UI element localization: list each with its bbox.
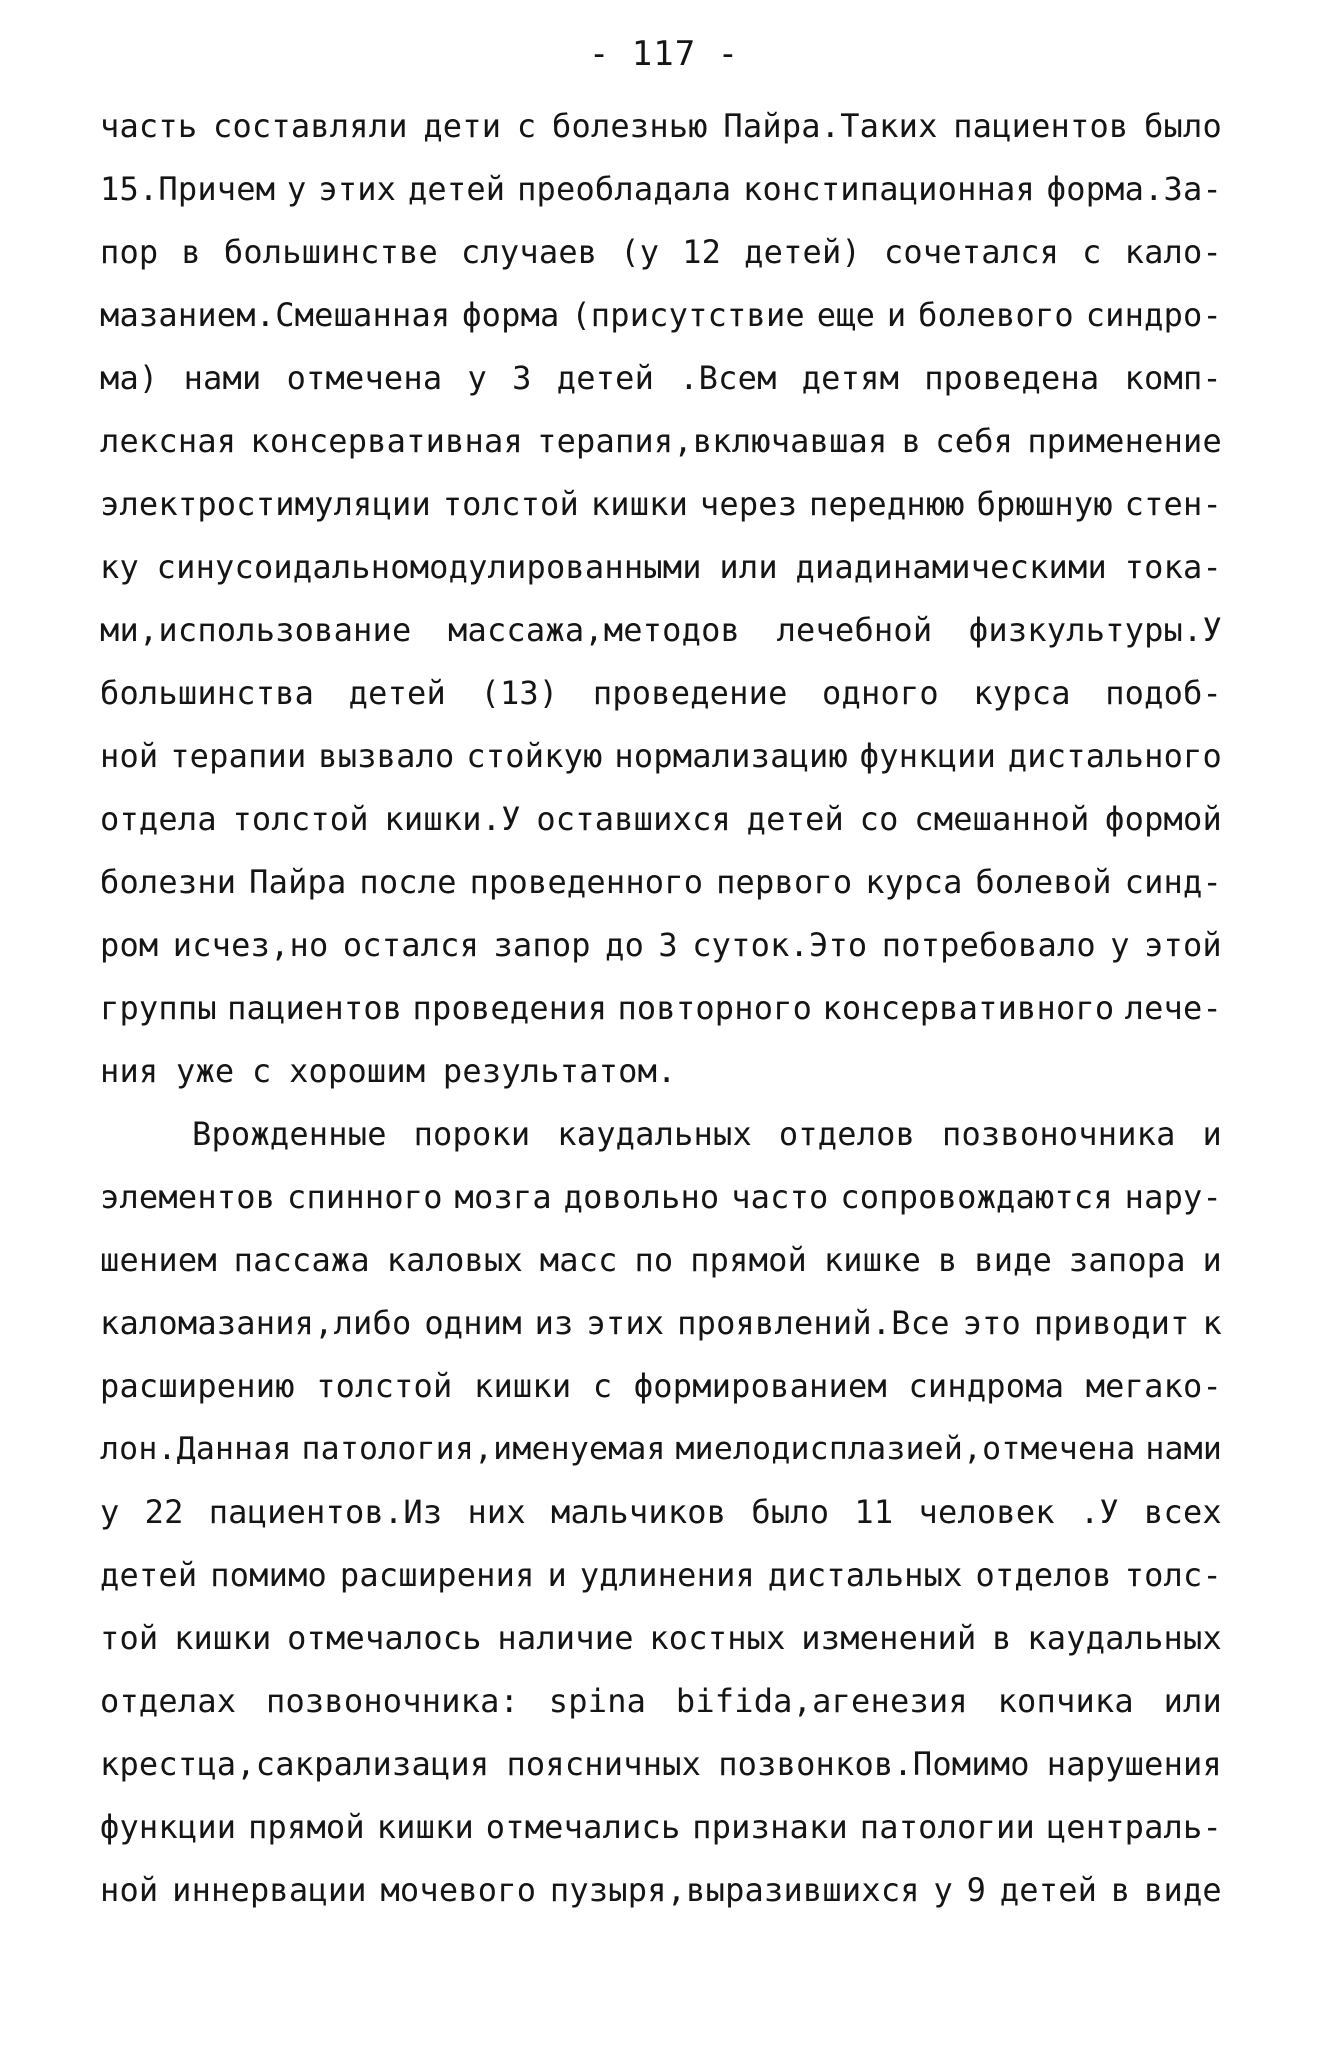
word: нами <box>183 359 262 397</box>
word: лон.Данная <box>100 1431 292 1467</box>
word: мозга <box>454 1178 552 1216</box>
word: с <box>252 1052 272 1090</box>
word: проявлений.Все <box>677 1304 950 1342</box>
word: кишке <box>823 1241 922 1279</box>
word: Врожденные <box>192 1115 387 1153</box>
word: копчика <box>997 1682 1134 1720</box>
word: одного <box>822 674 939 712</box>
text-line <box>100 1418 1222 1481</box>
word: детей <box>100 1556 198 1594</box>
word: диадинамическими <box>795 548 1107 586</box>
word: еще <box>816 296 876 334</box>
word: пузыря,выразившихся <box>549 1871 920 1909</box>
word: ма) <box>100 359 159 397</box>
word: элементов <box>100 1178 276 1216</box>
word: повторного <box>617 989 813 1027</box>
word: сочетался <box>883 233 1060 271</box>
word: крестца,сакрализация <box>100 1745 490 1783</box>
word: нару- <box>1124 1178 1222 1216</box>
word: мальчиков <box>551 1493 727 1531</box>
word: форма <box>462 296 560 334</box>
word: пассажа <box>233 1241 370 1279</box>
word: первого <box>716 863 853 901</box>
text-line <box>100 95 1222 158</box>
word: лексная <box>100 422 237 460</box>
word: форма.За- <box>1046 170 1222 208</box>
word: синусоидальномодулированными <box>156 548 702 586</box>
word: отделов <box>778 1115 916 1153</box>
word: спинного <box>287 1178 443 1216</box>
word: с <box>1082 233 1102 271</box>
word: всех <box>1144 1493 1222 1531</box>
word: случаев <box>461 233 598 271</box>
word: сопровождаются <box>840 1178 1113 1216</box>
word: расширения <box>339 1556 535 1594</box>
word: у <box>100 1493 120 1531</box>
word: проведения <box>412 989 608 1027</box>
text-line <box>100 1733 1222 1796</box>
word: запор <box>493 926 591 964</box>
word: той <box>100 1619 159 1657</box>
word: группы <box>100 989 217 1027</box>
word: 3 <box>658 926 678 964</box>
word: консервативная <box>250 422 523 460</box>
word: это <box>962 1304 1021 1342</box>
word: с <box>516 107 537 145</box>
word: запора <box>1068 1241 1186 1279</box>
word: ку <box>100 548 139 586</box>
word: одним <box>424 1304 522 1342</box>
word: было <box>751 1493 830 1531</box>
word: подоб- <box>1105 674 1222 712</box>
word: 12 <box>682 233 722 271</box>
word: наличие <box>497 1619 634 1657</box>
word: у <box>933 1871 953 1909</box>
word: позвоночника: <box>266 1682 520 1720</box>
word: детей <box>746 800 844 838</box>
word: кишки <box>590 485 689 523</box>
text-line <box>100 1103 1222 1166</box>
word: spina <box>548 1682 647 1720</box>
word: и <box>1202 1115 1222 1153</box>
text-line <box>100 851 1222 914</box>
word: каловых <box>386 1241 523 1279</box>
word: преобладала <box>517 170 732 208</box>
word: до <box>605 926 645 964</box>
word: массажа,методов <box>448 611 741 649</box>
word: в <box>181 233 201 271</box>
word: оставшихся <box>536 800 731 838</box>
word: отмечена <box>286 359 443 397</box>
text-line <box>100 977 1222 1040</box>
word: синдрома <box>908 1367 1065 1405</box>
word: отделов <box>975 1556 1112 1594</box>
word: у <box>467 359 487 397</box>
word: физкультуры.У <box>968 611 1222 649</box>
word: патологии <box>859 1808 1035 1846</box>
word: (присутствие <box>571 296 805 334</box>
word: комп- <box>1124 359 1222 397</box>
word: проведена <box>924 359 1100 397</box>
word: исчез,но <box>172 926 329 964</box>
word: миелодисплазией,отмечена <box>675 1431 1136 1467</box>
word: вызвало <box>318 737 455 775</box>
word: в <box>901 422 922 460</box>
word: терапия,включавшая <box>537 422 888 460</box>
text-line <box>100 1481 1222 1544</box>
word: костных <box>649 1619 786 1657</box>
word: патология,именуемая <box>301 1431 666 1467</box>
text-line <box>100 1166 1222 1229</box>
text-line <box>100 599 1222 662</box>
word: ния <box>100 1052 159 1090</box>
word: суток.Это <box>692 926 868 964</box>
word: (у <box>620 233 660 271</box>
word: .У <box>1079 1493 1119 1531</box>
text-line <box>100 1796 1222 1859</box>
word: детей <box>556 359 655 397</box>
text-line <box>100 1544 1222 1607</box>
word: толстой <box>442 485 579 523</box>
word: признаки <box>692 1808 848 1846</box>
word: и <box>547 1556 567 1594</box>
word: применение <box>1027 422 1222 460</box>
word: 9 <box>966 1871 987 1909</box>
word: кишки.У <box>384 800 521 838</box>
word: пациентов.Из <box>208 1493 443 1531</box>
text-line <box>100 725 1222 788</box>
word: детей <box>348 674 446 712</box>
text-line <box>100 788 1222 851</box>
word: толс- <box>1124 1556 1222 1594</box>
text-line <box>100 1040 1222 1103</box>
word: кишки <box>376 1808 474 1846</box>
word: стойкую <box>466 737 603 775</box>
word: (13) <box>480 674 559 712</box>
word: большинстве <box>223 233 438 271</box>
word: результатом. <box>442 1052 677 1090</box>
word: изменений <box>801 1619 977 1657</box>
text-line <box>100 1670 1222 1733</box>
word: нами <box>1145 1431 1222 1467</box>
word: синд- <box>1124 863 1222 901</box>
word: Пайра <box>249 863 347 901</box>
word: дистальных <box>767 1556 963 1594</box>
word: часто <box>731 1178 829 1216</box>
word: пор <box>100 233 159 271</box>
word: виде <box>1144 1871 1222 1909</box>
text-line <box>100 410 1222 473</box>
word: отдела <box>100 800 217 838</box>
word: терапии <box>170 737 307 775</box>
word: брюшную <box>976 485 1113 523</box>
word: 15.Причем <box>100 170 276 208</box>
word: централь- <box>1046 1808 1222 1846</box>
word: переднюю <box>809 485 965 523</box>
word: стен- <box>1124 485 1222 523</box>
word: консервативного <box>822 989 1115 1027</box>
word: болезнью <box>552 107 708 145</box>
word: детей) <box>744 233 861 271</box>
text-line <box>100 1607 1222 1670</box>
word: мегако- <box>1085 1367 1222 1405</box>
word: составляли <box>213 107 408 145</box>
word: прямой <box>690 1241 807 1279</box>
word: позвоночника <box>942 1115 1176 1153</box>
text-line <box>100 914 1222 977</box>
word: формированием <box>633 1367 887 1405</box>
word: лече- <box>1124 989 1222 1027</box>
word: из <box>534 1304 574 1342</box>
word: в <box>992 1619 1012 1657</box>
word: поясничных <box>506 1745 702 1783</box>
word: отделах <box>100 1682 237 1720</box>
word: электростимуляции <box>100 485 431 523</box>
word: уже <box>176 1052 235 1090</box>
word: толстой <box>316 1367 453 1405</box>
word: по <box>634 1241 674 1279</box>
word: Пайра.Таких <box>723 107 938 145</box>
word: или <box>719 548 778 586</box>
text-line <box>100 1859 1222 1922</box>
word: болевого <box>918 296 1074 334</box>
word: шением <box>100 1241 217 1279</box>
body-text <box>100 95 1222 1922</box>
word: большинства <box>100 674 315 712</box>
word: синдро- <box>1085 296 1222 334</box>
text-line <box>100 1355 1222 1418</box>
word: приводит <box>1033 1304 1190 1342</box>
word: ром <box>100 926 159 964</box>
word: толстой <box>232 800 369 838</box>
text-line <box>100 221 1222 284</box>
word: помимо <box>210 1556 328 1594</box>
word: мазанием.Смешанная <box>100 296 451 334</box>
word: ми,использование <box>100 611 412 649</box>
word: со <box>859 800 899 838</box>
word: отмечались <box>485 1808 681 1846</box>
word: мочевого <box>380 1871 537 1909</box>
word: отмечалось <box>287 1619 482 1657</box>
word: часть <box>100 107 198 145</box>
text-line <box>100 158 1222 221</box>
word: болезни <box>100 863 237 901</box>
word: масс <box>539 1241 618 1279</box>
text-line <box>100 536 1222 599</box>
word: кало- <box>1124 233 1222 271</box>
word: пороки <box>413 1115 531 1153</box>
word: детям <box>801 359 900 397</box>
text-line <box>100 662 1222 725</box>
word: этих <box>586 1304 665 1342</box>
word: и <box>886 296 907 334</box>
word: 11 <box>854 1493 894 1531</box>
word: курса <box>973 674 1071 712</box>
page-number: - 117 - <box>588 34 740 74</box>
word: смешанной <box>914 800 1090 838</box>
word: расширению <box>100 1367 295 1405</box>
word: ной <box>100 1871 159 1909</box>
word: в <box>1110 1871 1131 1909</box>
word: у <box>1110 926 1130 964</box>
word: этих <box>318 170 397 208</box>
word: прямой <box>248 1808 365 1846</box>
word: к <box>1202 1304 1222 1342</box>
word: проведенного <box>469 863 704 901</box>
text-line <box>100 473 1222 536</box>
word: в <box>937 1241 958 1279</box>
word: функции <box>859 737 997 775</box>
word: болевой <box>975 863 1112 901</box>
word: виде <box>974 1241 1053 1279</box>
word: было <box>1144 107 1222 145</box>
word: пациентов <box>953 107 1129 145</box>
word: нормализацию <box>614 737 848 775</box>
word: кишки <box>473 1367 572 1405</box>
word: детей <box>999 1871 1098 1909</box>
word: с <box>592 1367 613 1405</box>
word: кишки <box>174 1619 272 1657</box>
word: после <box>359 863 457 901</box>
word: .Всем <box>679 359 777 397</box>
word: или <box>1163 1682 1222 1720</box>
word: них <box>467 1493 526 1531</box>
word: каудальных <box>557 1115 752 1153</box>
word: курса <box>865 863 963 901</box>
word: 22 <box>144 1493 184 1531</box>
word: bifida,агенезия <box>675 1682 968 1720</box>
word: формой <box>1105 800 1222 838</box>
word: иннервации <box>172 1871 367 1909</box>
word: 3 <box>512 359 532 397</box>
word: у <box>287 170 307 208</box>
word: функции <box>100 1808 237 1846</box>
word: и <box>1202 1241 1222 1279</box>
word: остался <box>342 926 480 964</box>
word: довольно <box>563 1178 720 1216</box>
word: через <box>699 485 798 523</box>
word: констипационная <box>742 170 1035 208</box>
word: дети <box>423 107 502 145</box>
word: потребовало <box>881 926 1096 964</box>
word: хорошим <box>289 1052 426 1090</box>
text-line <box>100 1229 1222 1292</box>
word: тока- <box>1124 548 1222 586</box>
text-line <box>100 1292 1222 1355</box>
word: лечебной <box>776 611 933 649</box>
word: нарушения <box>1046 1745 1222 1783</box>
word: этой <box>1144 926 1222 964</box>
word: себя <box>935 422 1014 460</box>
word: ной <box>100 737 159 775</box>
word: человек <box>918 1493 1055 1531</box>
word: дистального <box>1007 737 1222 775</box>
text-line <box>100 284 1222 347</box>
text-line <box>100 347 1222 410</box>
word: каломазания,либо <box>100 1304 412 1342</box>
word: позвонков.Помимо <box>718 1745 1030 1783</box>
word: удлинения <box>579 1556 756 1594</box>
word: пациентов <box>227 989 403 1027</box>
word: проведение <box>592 674 788 712</box>
word: детей <box>407 170 506 208</box>
word: каудальных <box>1027 1619 1222 1657</box>
